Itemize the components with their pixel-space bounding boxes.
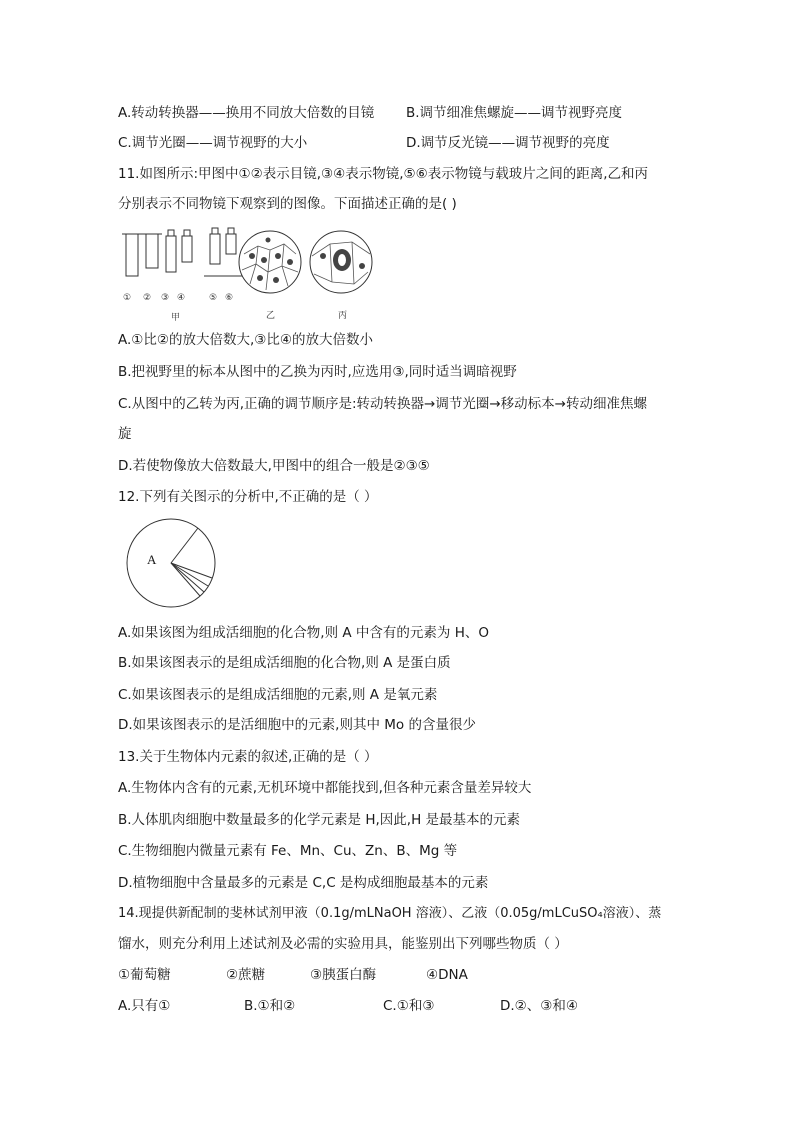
- q13-option-b: B.人体肌肉细胞中数量最多的化学元素是 H,因此,H 是最基本的元素: [118, 812, 521, 828]
- q10-option-c: C.调节光圈——调节视野的大小: [118, 135, 308, 151]
- q12-option-c: C.如果该图表示的是组成活细胞的元素,则 A 是氧元素: [118, 687, 438, 703]
- q13-option-a: A.生物体内含有的元素,无机环境中都能找到,但各种元素含量差异较大: [118, 780, 532, 796]
- q14-item-3: ③胰蛋白酶: [310, 967, 377, 983]
- q11-stem-line-2: 分别表示不同物镜下观察到的图像。下面描述正确的是( ): [118, 196, 457, 212]
- q11-option-d: D.若使物像放大倍数最大,甲图中的组合一般是②③⑤: [118, 458, 430, 474]
- q14-option-c: C.①和③: [383, 998, 435, 1014]
- q12-option-a: A.如果该图为组成活细胞的化合物,则 A 中含有的元素为 H、O: [118, 625, 489, 641]
- fig-label-6: ⑥: [225, 293, 234, 303]
- fig-label-2: ②: [143, 293, 152, 303]
- q14-item-1: ①葡萄糖: [118, 967, 171, 983]
- q14-item-4: ④DNA: [426, 967, 468, 983]
- fig-label-3: ③: [161, 293, 170, 303]
- microscope-figure: [118, 226, 378, 298]
- q11-option-c-line-1: C.从图中的乙转为丙,正确的调节顺序是:转动转换器→调节光圈→移动标本→转动细准焦螺: [118, 396, 647, 412]
- q13-stem: 13.关于生物体内元素的叙述,正确的是（ ）: [118, 749, 378, 765]
- q14-option-d: D.②、③和④: [500, 998, 578, 1014]
- fig-caption-jia: 甲: [171, 313, 181, 323]
- q10-option-b: B.调节细准焦螺旋——调节视野亮度: [406, 105, 623, 121]
- q14-stem-line-2: 馏水，则充分利用上述试剂及必需的实验用具，能鉴别出下列哪些物质（ ）: [118, 936, 568, 952]
- fig-label-1: ①: [123, 293, 132, 303]
- q11-option-c-line-2: 旋: [118, 426, 132, 442]
- q14-option-a: A.只有①: [118, 998, 171, 1014]
- fig-caption-yi: 乙: [266, 311, 276, 321]
- q12-option-d: D.如果该图表示的是活细胞中的元素,则其中 Mo 的含量很少: [118, 717, 476, 733]
- q10-option-a: A.转动转换器——换用不同放大倍数的目镜: [118, 105, 375, 121]
- q13-option-c: C.生物细胞内微量元素有 Fe、Mn、Cu、Zn、B、Mg 等: [118, 843, 458, 859]
- q13-option-d: D.植物细胞中含量最多的元素是 C,C 是构成细胞最基本的元素: [118, 875, 489, 891]
- fig-label-4: ④: [177, 293, 186, 303]
- fig-caption-bing: 丙: [338, 311, 348, 321]
- pie-diagram: [124, 516, 218, 610]
- q11-option-a: A.①比②的放大倍数大,③比④的放大倍数小: [118, 332, 373, 348]
- q14-stem-line-1: 14.现提供新配制的斐林试剂甲液（0.1g/mLNaOH 溶液）、乙液（0.05g/mLCuSO₄溶液）、蒸: [118, 906, 662, 921]
- q12-option-b: B.如果该图表示的是组成活细胞的化合物,则 A 是蛋白质: [118, 655, 451, 671]
- pie-label-a: A: [147, 552, 157, 567]
- q14-item-2: ②蔗糖: [226, 967, 266, 983]
- q14-option-b: B.①和②: [244, 998, 296, 1014]
- q11-stem-line-1: 11.如图所示:甲图中①②表示目镜,③④表示物镜,⑤⑥表示物镜与载玻片之间的距离,乙和丙: [118, 166, 649, 182]
- q12-stem: 12.下列有关图示的分析中,不正确的是（ ）: [118, 489, 378, 505]
- q11-option-b: B.把视野里的标本从图中的乙换为丙时,应选用③,同时适当调暗视野: [118, 364, 517, 380]
- q10-option-d: D.调节反光镜——调节视野的亮度: [406, 135, 610, 151]
- fig-label-5: ⑤: [209, 293, 218, 303]
